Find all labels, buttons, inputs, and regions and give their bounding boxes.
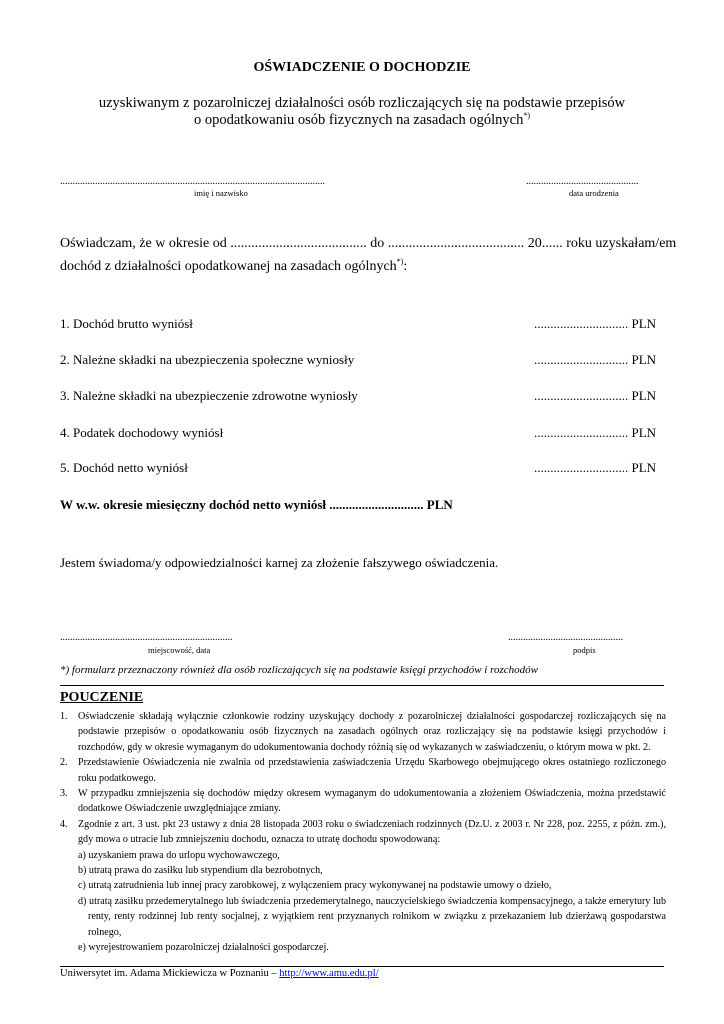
- declaration-colon: :: [403, 259, 408, 274]
- declaration-line-2-text: dochód z działalności opodatkowanej na zasadach ogólnych: [60, 259, 397, 274]
- subtitle-line-1: uzyskiwanym z pozarolniczej działalności osób rozliczających się na podstawie przepisów: [98, 95, 626, 111]
- instruction-number: 2.: [60, 757, 68, 769]
- item-net-income-label: 5. Dochód netto wyniósł: [60, 460, 188, 475]
- instructions-list: [60, 709, 666, 956]
- instruction-subitem: a) uzyskaniem prawa do urlopu wychowawczego,: [78, 849, 280, 861]
- instruction-subitem: c) utratą zatrudnienia lub innej pracy zarobkowej, z wyłączeniem pracy wykonywanej na podstawie umowy o dzieło,: [78, 880, 552, 892]
- declaration-line-1: Oświadczam, że w okresie od ....................................... do ....................................... 20...... roku uzyskałam/em: [60, 236, 677, 251]
- item-gross-income-value[interactable]: ............................. PLN: [534, 316, 657, 331]
- place-date-caption: miejscowość, data: [148, 645, 211, 655]
- page-title: OŚWIADCZENIE O DOCHODZIE: [253, 60, 471, 75]
- name-caption: imię i nazwisko: [194, 188, 248, 198]
- monthly-net-income-summary: W w.w. okresie miesięczny dochód netto wyniósł ............................. PLN: [60, 497, 453, 512]
- subtitle-line-2: [0, 111, 724, 129]
- instructions-title: POUCZENIE: [60, 690, 144, 705]
- footnote-mark: *): [523, 111, 531, 120]
- instruction-text: W przypadku zmniejszenia się dochodów między okresem wymaganym do udokumentowania a złożeniem Oświadczenia, można przedstawić dodatkowe Oświadczenie uwzględniające zmiany.: [78, 788, 666, 815]
- item-health-insurance-label: 3. Należne składki na ubezpieczenie zdrowotne wyniosły: [60, 388, 358, 403]
- footer-divider: [60, 966, 664, 967]
- form-footnote: *) formularz przeznaczony również dla osób rozliczających się na podstawie księgi przychodów i rozchodów: [60, 664, 538, 676]
- instruction-text: Przedstawienie Oświadczenia nie zwalnia od przedstawienia zaświadczenia Urzędu Skarbowego obejmującego okres ostatniego rozliczonego roku podatkowego.: [78, 757, 666, 784]
- item-gross-income-label: 1. Dochód brutto wyniósł: [60, 316, 193, 331]
- section-divider: [60, 685, 664, 686]
- instruction-item: [60, 817, 666, 956]
- item-net-income-value[interactable]: ............................. PLN: [534, 460, 657, 475]
- signature-caption: podpis: [573, 645, 596, 655]
- name-field[interactable]: ..........................................................................................................: [60, 176, 325, 187]
- instruction-number: 1.: [60, 711, 68, 722]
- instruction-item: [60, 786, 666, 817]
- instruction-text: Zgodnie z art. 3 ust. pkt 23 ustawy z dnia 28 listopada 2003 roku o świadczeniach rodzinnych (Dz.U. z 2003 r. Nr 228, poz. 2255, z późn. zm.), gdy mowa o utracie lub zmniejszeniu dochodu, oznacza to utratę dochodu spowodowaną:: [78, 818, 666, 846]
- item-income-tax-label: 4. Podatek dochodowy wyniósł: [60, 425, 224, 440]
- instruction-item: [60, 709, 666, 755]
- item-health-insurance-value[interactable]: ............................. PLN: [534, 388, 657, 403]
- instruction-text: Oświadczenie składają wyłącznie członkowie rodziny uzyskujący dochody z pozarolniczej działalności gospodarczej rozliczających się na podstawie przepisów o opodatkowaniu osób fizycznych na zasadach ogólnych oraz rozliczający się na podstawie księgi przychodów i rozchodów, gdy w okresie wymaganym do udokumentowania dochody różnią się od wykazanych w zaświadczeniu, o którym mowa w pkt. 2.: [78, 711, 666, 753]
- footer-text: Uniwersytet im. Adama Mickiewicza w Poznaniu –: [60, 968, 280, 979]
- liability-statement: Jestem świadoma/y odpowiedzialności karnej za złożenie fałszywego oświadczenia.: [60, 555, 499, 570]
- declaration-footnote-mark: *): [396, 257, 404, 266]
- footer-link[interactable]: http://www.amu.edu.pl/: [279, 968, 379, 979]
- instruction-number: 4.: [60, 818, 68, 830]
- item-income-tax-value[interactable]: ............................. PLN: [534, 425, 657, 440]
- instruction-item: [60, 755, 666, 786]
- signature-field[interactable]: ..............................................: [508, 632, 623, 643]
- instruction-subitem: d) utratą zasiłku przedemerytalnego lub świadczenia przedemerytalnego, nauczycielskiego świadczenia kompensacyjnego, a także emerytury lub renty, renty rodzinnej lub renty socjalnej, z wyjątkiem rent przyznanych rolnikom w związku z przekazaniem lub dzierżawą gospodarstwa rolnego,: [78, 895, 666, 938]
- instruction-subitem: e) wyrejestrowaniem pozarolniczej działalności gospodarczej.: [78, 942, 329, 954]
- subtitle-line-2-text: o opodatkowaniu osób fizycznych na zasadach ogólnych: [193, 112, 524, 128]
- instruction-number: 3.: [60, 788, 68, 800]
- item-social-insurance-label: 2. Należne składki na ubezpieczenia społeczne wyniosły: [60, 352, 355, 367]
- footer: [60, 968, 379, 979]
- place-date-field[interactable]: .....................................................................: [60, 632, 233, 643]
- declaration-line-2: [60, 259, 407, 275]
- birth-date-field[interactable]: .............................................: [526, 176, 639, 187]
- instruction-subitem: b) utratą prawa do zasiłku lub stypendium dla bezrobotnych,: [78, 865, 323, 877]
- birth-date-caption: data urodzenia: [569, 188, 619, 198]
- item-social-insurance-value[interactable]: ............................. PLN: [534, 352, 657, 367]
